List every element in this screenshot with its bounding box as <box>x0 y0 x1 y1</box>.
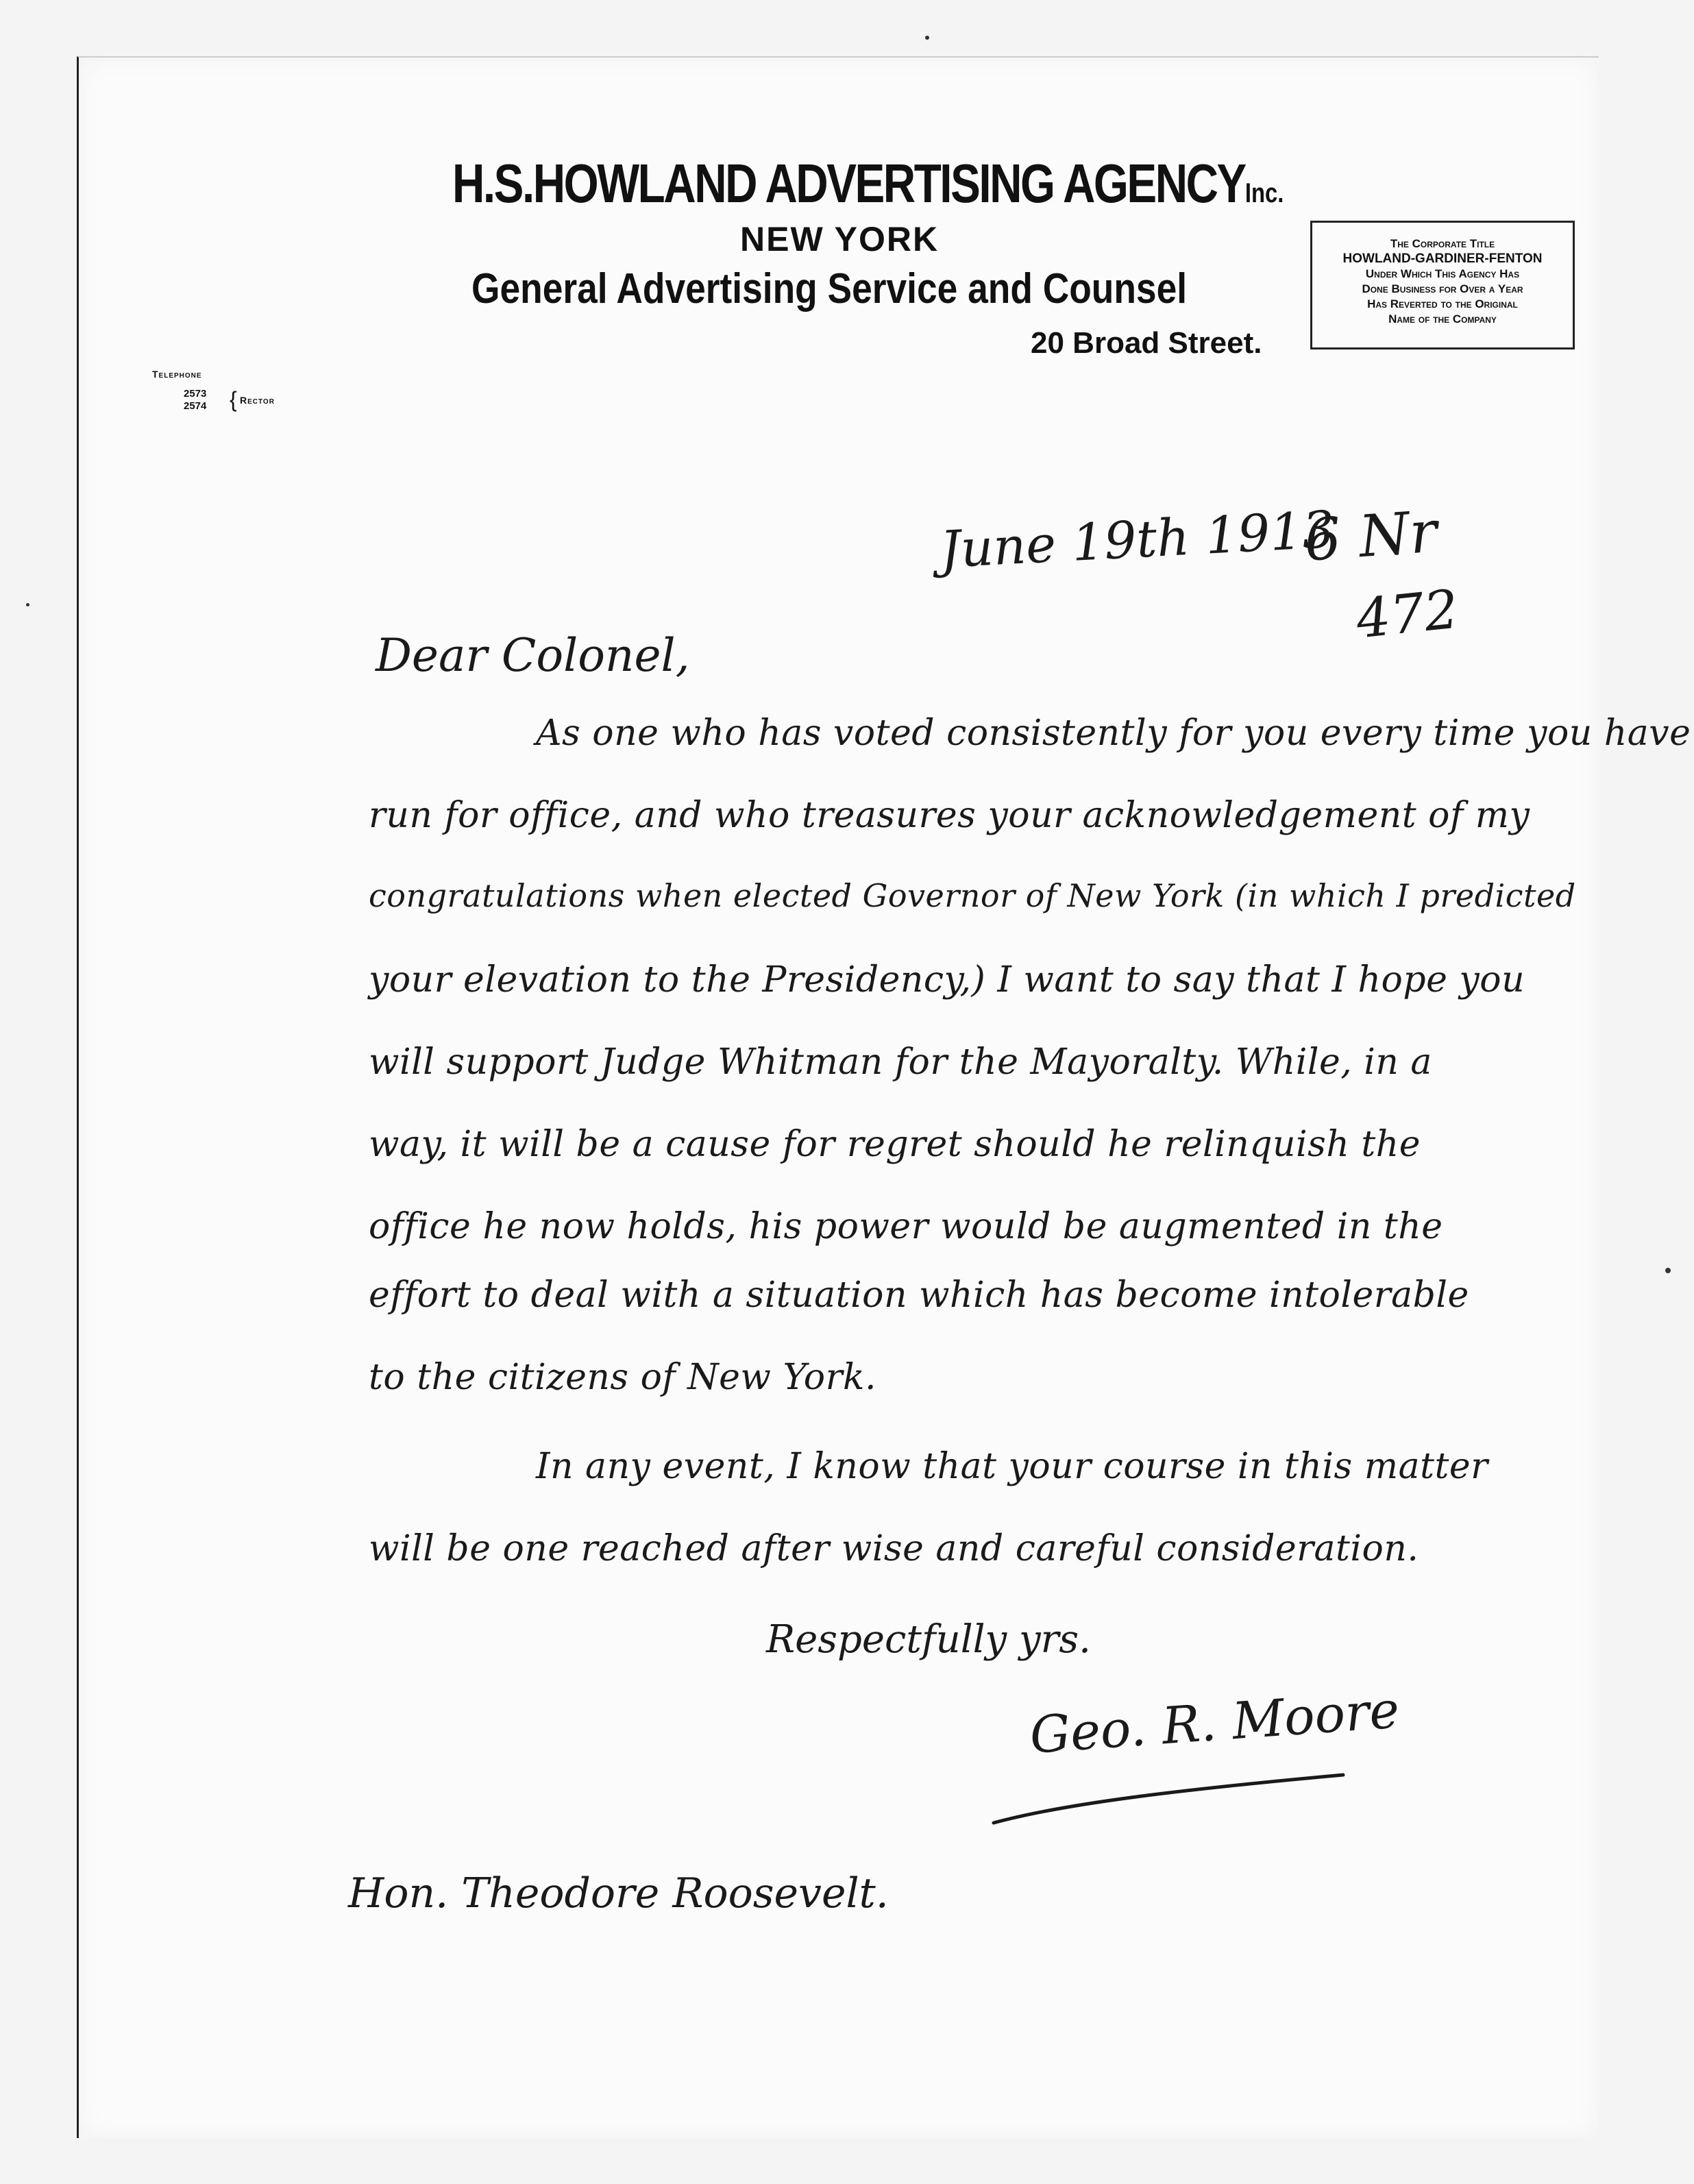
notice-line: Under Which This Agency Has <box>1365 267 1520 280</box>
closing: Respectfully yrs. <box>766 1617 1091 1662</box>
corporate-title-notice <box>1310 221 1575 349</box>
signature: Geo. R. Moore <box>1028 1680 1401 1765</box>
notice-line: Done Business for Over a Year <box>1362 282 1523 295</box>
telephone-numbers <box>184 388 206 413</box>
brace-icon: { <box>230 387 237 412</box>
body-line: congratulations when elected Governor of New York (in which I predicted <box>369 877 1576 914</box>
letter-sheet <box>77 56 1599 2138</box>
salutation: Dear Colonel, <box>376 629 690 682</box>
body-line: way, it will be a cause for regret should he relinquish the <box>369 1124 1421 1165</box>
body-line: effort to deal with a situation which has become intolerable <box>369 1275 1469 1316</box>
margin-note: 6 Nr <box>1302 498 1440 574</box>
telephone-number: 2574 <box>184 400 207 412</box>
company-service: General Advertising Service and Counsel <box>471 265 1188 312</box>
telephone-number: 2573 <box>184 388 207 400</box>
telephone-exchange: Rector <box>240 395 275 406</box>
notice-line: Name of the Company <box>1388 312 1497 326</box>
telephone-label: Telephone <box>152 369 202 380</box>
body-line: will be one reached after wise and careful consideration. <box>369 1528 1419 1569</box>
scan-speck <box>925 36 929 40</box>
body-line: your elevation to the Presidency,) I want to say that I hope you <box>369 959 1525 1001</box>
body-line: office he now holds, his power would be augmented in the <box>369 1206 1443 1247</box>
body-line: In any event, I know that your course in this matter <box>536 1446 1488 1487</box>
body-line: As one who has voted consistently for you every time you have <box>536 713 1691 754</box>
signature-flourish <box>987 1754 1357 1837</box>
margin-note: 472 <box>1353 578 1462 651</box>
recipient: Hon. Theodore Roosevelt. <box>348 1869 889 1917</box>
notice-line: The Corporate Title <box>1390 237 1495 250</box>
company-city: NEW YORK <box>740 220 940 258</box>
body-line: will support Judge Whitman for the Mayoralty. While, in a <box>369 1042 1432 1083</box>
company-address: 20 Broad Street. <box>1031 326 1262 360</box>
company-suffix: Inc. <box>1244 178 1284 208</box>
company-name <box>452 152 1284 215</box>
letter-date: June 19th 1913 <box>939 500 1336 580</box>
notice-line: Has Reverted to the Original <box>1367 297 1518 310</box>
company-name-text: H.S.HOWLAND ADVERTISING AGENCY <box>452 153 1245 214</box>
body-line: run for office, and who treasures your acknowledgement of my <box>369 795 1530 836</box>
notice-line: HOWLAND-GARDINER-FENTON <box>1342 251 1543 266</box>
body-line: to the citizens of New York. <box>369 1357 876 1398</box>
scan-speck <box>1665 1268 1671 1273</box>
scan-speck <box>26 603 29 606</box>
